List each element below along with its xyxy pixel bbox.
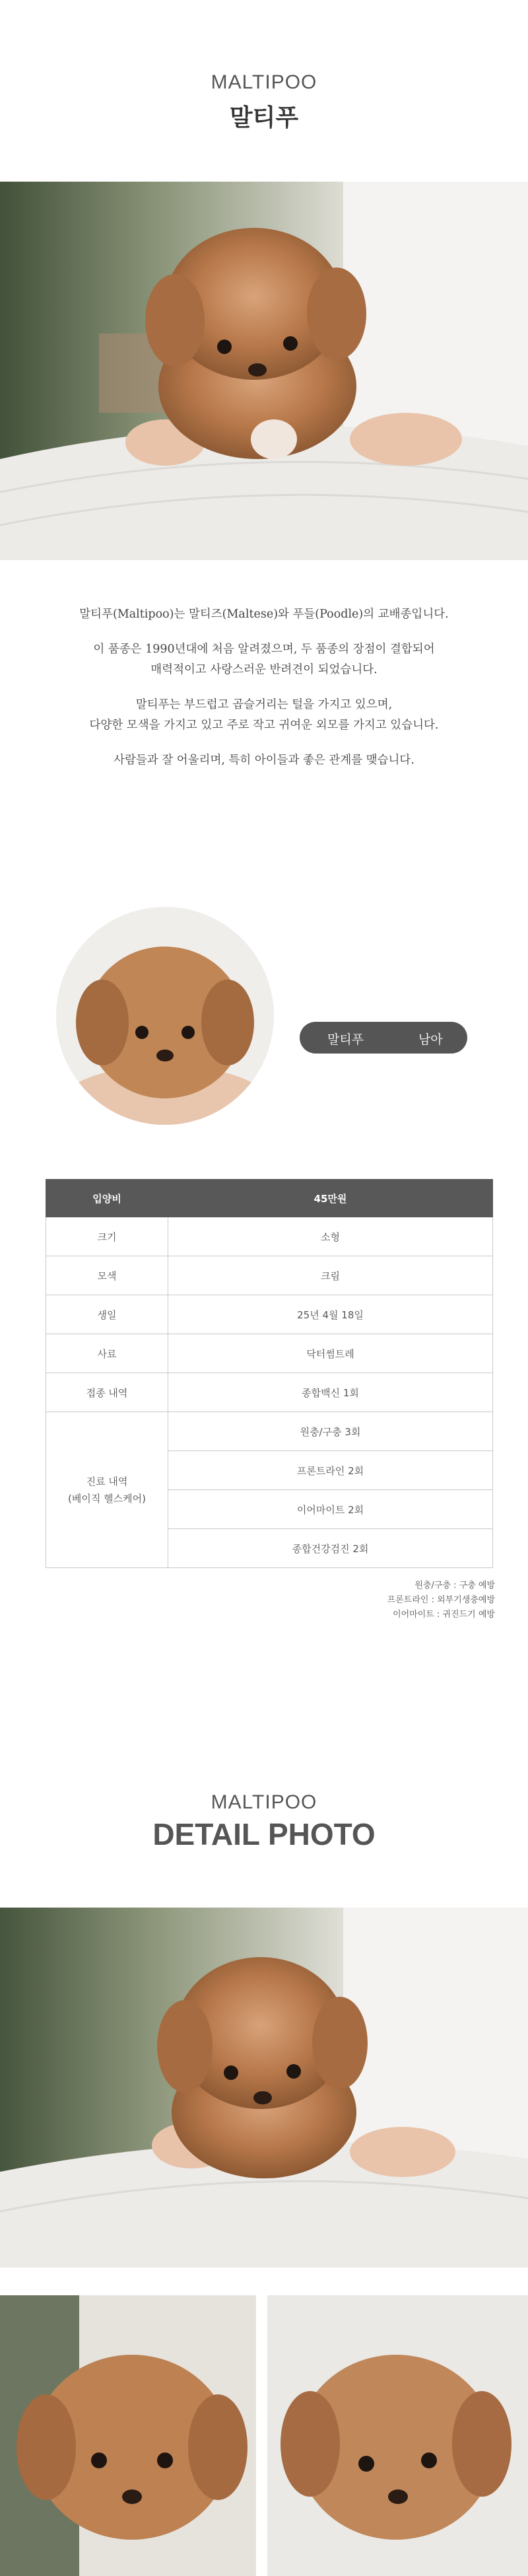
table-header-row — [46, 1180, 493, 1217]
intro-line: 매력적이고 사랑스러운 반려견이 되었습니다. — [150, 663, 378, 676]
breed-sex-badge — [300, 1022, 467, 1054]
header-title-en: MALTIPOO — [211, 71, 317, 93]
sex-label: 남아 — [418, 1032, 443, 1047]
adoption-fee-label: 입양비 — [46, 1180, 168, 1217]
intro-line: 이 품종은 1990년대에 처음 알려졌으며, 두 품종의 장점이 결합되어 — [93, 643, 435, 656]
row-label: 사료 — [46, 1334, 168, 1373]
row-value: 종합백신 1회 — [168, 1373, 493, 1412]
row-value: 크림 — [168, 1256, 493, 1295]
row-value: 닥터썸트레 — [168, 1334, 493, 1373]
row-label: 생일 — [46, 1295, 168, 1334]
intro-line: 다양한 모색을 가지고 있고 주로 작고 귀여운 외모를 가지고 있습니다. — [89, 719, 439, 732]
intro-description — [0, 604, 528, 785]
table-row — [46, 1295, 493, 1334]
detail-photo-large — [0, 1908, 528, 2268]
detail-photo-right — [267, 2295, 528, 2576]
row-label: 크기 — [46, 1217, 168, 1256]
table-row — [46, 1373, 493, 1412]
detail-photo-left — [0, 2295, 256, 2576]
row-value: 25년 4월 18일 — [168, 1295, 493, 1334]
vet-item: 이어마이트 2회 — [168, 1490, 493, 1529]
note-line: 프론트라인 : 외부기생충예방 — [387, 1595, 495, 1605]
row-label: 접종 내역 — [46, 1373, 168, 1412]
info-table — [46, 1179, 493, 1568]
breed-label: 말티푸 — [327, 1032, 364, 1047]
adoption-fee-value: 45만원 — [168, 1180, 493, 1217]
vet-history-title: 진료 내역 — [86, 1475, 128, 1487]
header-title-ko: 말티푸 — [229, 104, 299, 131]
row-label: 모색 — [46, 1256, 168, 1295]
table-row — [46, 1412, 493, 1451]
vet-item: 종합건강검진 2회 — [168, 1529, 493, 1568]
vet-item: 원충/구충 3회 — [168, 1412, 493, 1451]
detail-title-en: MALTIPOO — [211, 1791, 317, 1813]
table-notes — [387, 1579, 495, 1622]
vet-history-subtitle: (베이직 헬스케어) — [68, 1492, 146, 1505]
detail-title: DETAIL PHOTO — [152, 1817, 376, 1851]
note-line: 이어마이트 : 귀진드기 예방 — [393, 1610, 495, 1620]
note-line: 원충/구충 : 구충 예방 — [414, 1581, 495, 1591]
table-row — [46, 1217, 493, 1256]
main-puppy-photo — [0, 182, 528, 560]
intro-line: 말티푸는 부드럽고 곱슬거리는 털을 가지고 있으며, — [135, 698, 393, 711]
intro-line: 사람들과 잘 어울리며, 특히 아이들과 좋은 관계를 맺습니다. — [114, 754, 414, 767]
row-value: 소형 — [168, 1217, 493, 1256]
vet-history-label — [46, 1412, 168, 1568]
intro-line: 말티푸(Maltipoo)는 말티즈(Maltese)와 푸들(Poodle)의 교배종입니다. — [79, 608, 449, 621]
table-row — [46, 1256, 493, 1295]
vet-item: 프론트라인 2회 — [168, 1451, 493, 1490]
table-row — [46, 1334, 493, 1373]
profile-photo-circle — [56, 907, 274, 1125]
